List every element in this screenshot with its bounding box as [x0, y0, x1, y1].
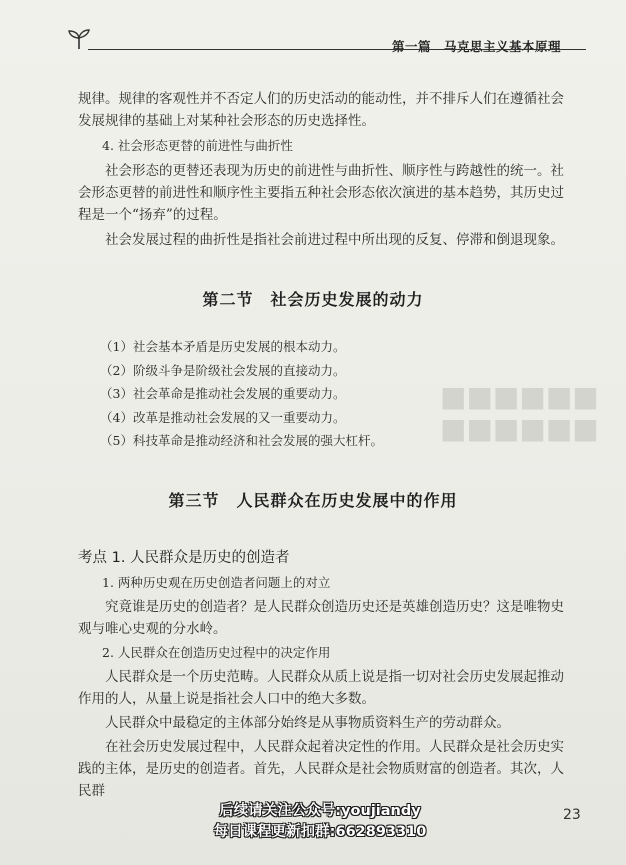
list-item: （3）社会革命是推动社会发展的重要动力。: [100, 386, 346, 401]
paragraph: 人民群众是一个历史范畴。人民群众从质上说是指一切对社会历史发展起推动作用的人，从量上说是指社会人口中的绝大多数。: [78, 669, 564, 707]
block-1: [78, 88, 564, 251]
list-item: （5）科技革命是推动经济和社会发展的强大杠杆。: [100, 433, 383, 448]
paragraph: 社会发展过程的曲折性是指社会前进过程中所出现的反复、停滞和倒退现象。: [105, 232, 564, 248]
paragraph: 社会形态的更替还表现为历史的前进性与曲折性、顺序性与跨越性的统一。社会形态更替的前进性和顺序性主要指五种社会形态依次演进的基本趋势，其历史过程是一个“扬弃”的过程。: [78, 163, 564, 223]
watermark-line-2: 每日课程更新扣群:662893310: [213, 824, 427, 840]
paragraph: 在社会历史发展过程中，人民群众起着决定性的作用。人民群众是社会历史实践的主体，是历史的创造者。首先，人民群众是社会物质财富的创造者。其次，人民群: [78, 739, 564, 799]
section-3-body: [78, 572, 564, 802]
subheading: 4. 社会形态更替的前进性与曲折性: [102, 138, 293, 153]
watermark-line-1: 后续请关注公众号:youjiandy: [219, 803, 421, 819]
running-head: 第一篇 马克思主义基本原理: [392, 39, 562, 54]
exam-point-heading: 考点 1. 人民群众是历史的创造者: [78, 550, 290, 566]
paragraph: 规律。规律的客观性并不否定人们的历史活动的能动性，并不排斥人们在遵循社会发展规律的基础上对某种社会形态的历史选择性。: [78, 91, 564, 129]
page-number: 23: [563, 807, 581, 823]
watermark: [190, 801, 450, 843]
paragraph: 人民群众中最稳定的主体部分始终是从事物质资料生产的劳动群众。: [105, 715, 510, 731]
list-item: （1）社会基本矛盾是历史发展的根本动力。: [100, 339, 346, 354]
subheading: 2. 人民群众在创造历史过程中的决定作用: [102, 645, 331, 660]
list-item: （4）改革是推动社会发展的又一重要动力。: [100, 409, 346, 425]
section-3-title: 第三节 人民群众在历史发展中的作用: [168, 491, 458, 510]
bleed-through-shadow: ■■■■■■: [440, 380, 599, 413]
bleed-through-shadow-2: ■■■■■■: [440, 412, 599, 445]
header-rule: [88, 49, 586, 50]
list-item: （2）阶级斗争是阶级社会发展的直接动力。: [100, 362, 346, 378]
subheading: 1. 两种历史观在历史创造者问题上的对立: [102, 575, 331, 590]
sprout-icon: [66, 28, 92, 50]
section-2-title: 第二节 社会历史发展的动力: [202, 290, 424, 309]
paragraph: 究竟谁是历史的创造者？是人民群众创造历史还是英雄创造历史？这是唯物史观与唯心史观的分水岭。: [78, 599, 564, 637]
section-2-list: [78, 335, 564, 453]
